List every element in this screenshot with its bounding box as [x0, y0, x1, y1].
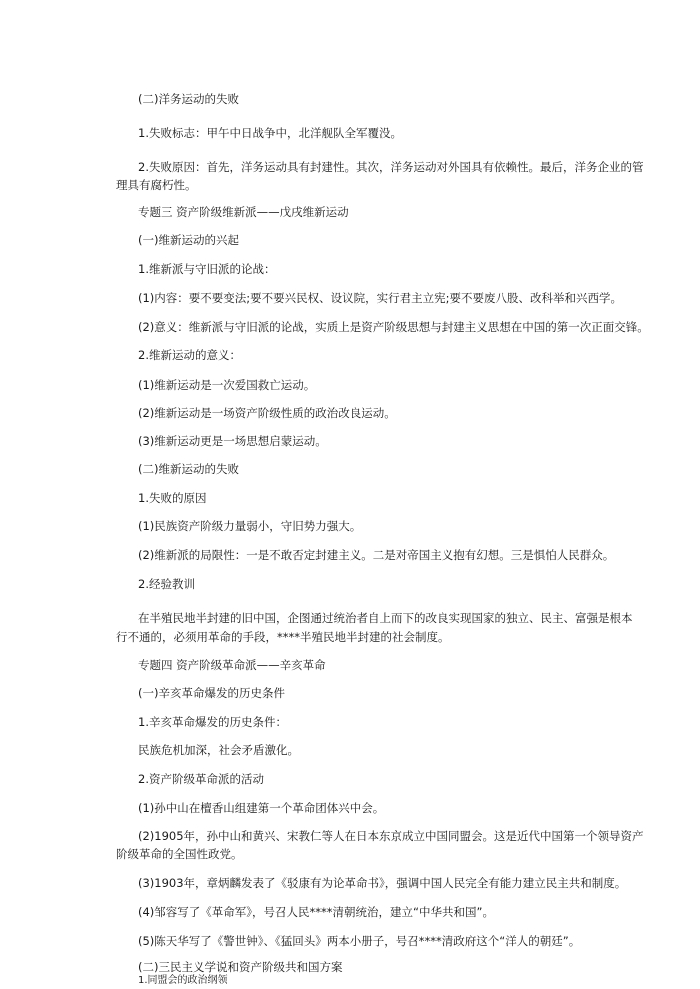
paragraph-continuation: 阶级革命的全国性政党。: [116, 847, 243, 861]
paragraph: (2)1905年，孙中山和黄兴、宋教仁等人在日本东京成立中国同盟会。这是近代中国第一个领导资产: [138, 829, 644, 843]
section-heading: (二)三民主义学说和资产阶级共和国方案: [138, 960, 343, 974]
topic-heading: 专题四 资产阶级革命派——辛亥革命: [138, 658, 326, 672]
paragraph: (1)民族资产阶级力量弱小，守旧势力强大。: [138, 519, 362, 533]
paragraph-continuation: 理具有腐朽性。: [116, 178, 197, 192]
paragraph-continuation: 行不通的，必须用革命的手段，****半殖民地半封建的社会制度。: [116, 630, 450, 644]
paragraph: (1)内容：要不要变法;要不要兴民权、设议院，实行君主立宪;要不要废八股、改科举和兴西学。: [138, 291, 623, 305]
paragraph: (2)意义：维新派与守旧派的论战，实质上是资产阶级思想与封建主义思想在中国的第一次正面交锋。: [138, 320, 649, 334]
paragraph: 1.失败标志：甲午中日战争中，北洋舰队全军覆没。: [138, 126, 402, 140]
section-heading: (二)洋务运动的失败: [138, 92, 239, 106]
paragraph: (5)陈天华写了《警世钟》、《猛回头》两本小册子，号召****清政府这个“洋人的朝廷”。: [138, 934, 581, 948]
paragraph: (1)孙中山在檀香山组建第一个革命团体兴中会。: [138, 801, 385, 815]
paragraph: 2.资产阶级革命派的活动: [138, 772, 264, 786]
paragraph: (4)邹容写了《革命军》，号召人民****清朝统治，建立“中华共和国”。: [138, 905, 494, 919]
paragraph: 1.同盟会的政治纲领: [138, 975, 228, 986]
paragraph: 2.失败原因：首先，洋务运动具有封建性。其次，洋务运动对外国具有依赖性。最后，洋务企业的管: [138, 160, 644, 174]
paragraph: 1.辛亥革命爆发的历史条件：: [138, 715, 287, 729]
paragraph: (2)维新运动是一场资产阶级性质的政治改良运动。: [138, 406, 396, 420]
paragraph: (1)维新运动是一次爱国救亡运动。: [138, 378, 316, 392]
section-heading: (一)辛亥革命爆发的历史条件: [138, 686, 285, 700]
section-heading: (一)维新运动的兴起: [138, 233, 239, 247]
paragraph: (2)维新派的局限性：一是不敢否定封建主义。二是对帝国主义抱有幻想。三是惧怕人民群众。: [138, 548, 615, 562]
topic-heading: 专题三 资产阶级维新派——戊戌维新运动: [138, 205, 349, 219]
paragraph: 在半殖民地半封建的旧中国，企图通过统治者自上而下的改良实现国家的独立、民主、富强是根本: [138, 611, 633, 625]
paragraph: 民族危机加深，社会矛盾激化。: [138, 743, 299, 757]
paragraph: (3)维新运动更是一场思想启蒙运动。: [138, 434, 327, 448]
paragraph: 1.失败的原因: [138, 491, 207, 505]
paragraph: 2.经验教训: [138, 577, 195, 591]
paragraph: 2.维新运动的意义：: [138, 348, 241, 362]
paragraph: (3)1903年，章炳麟发表了《驳康有为论革命书》，强调中国人民完全有能力建立民主共和制度。: [138, 876, 627, 890]
section-heading: (二)维新运动的失败: [138, 462, 239, 476]
paragraph: 1.维新派与守旧派的论战：: [138, 262, 276, 276]
